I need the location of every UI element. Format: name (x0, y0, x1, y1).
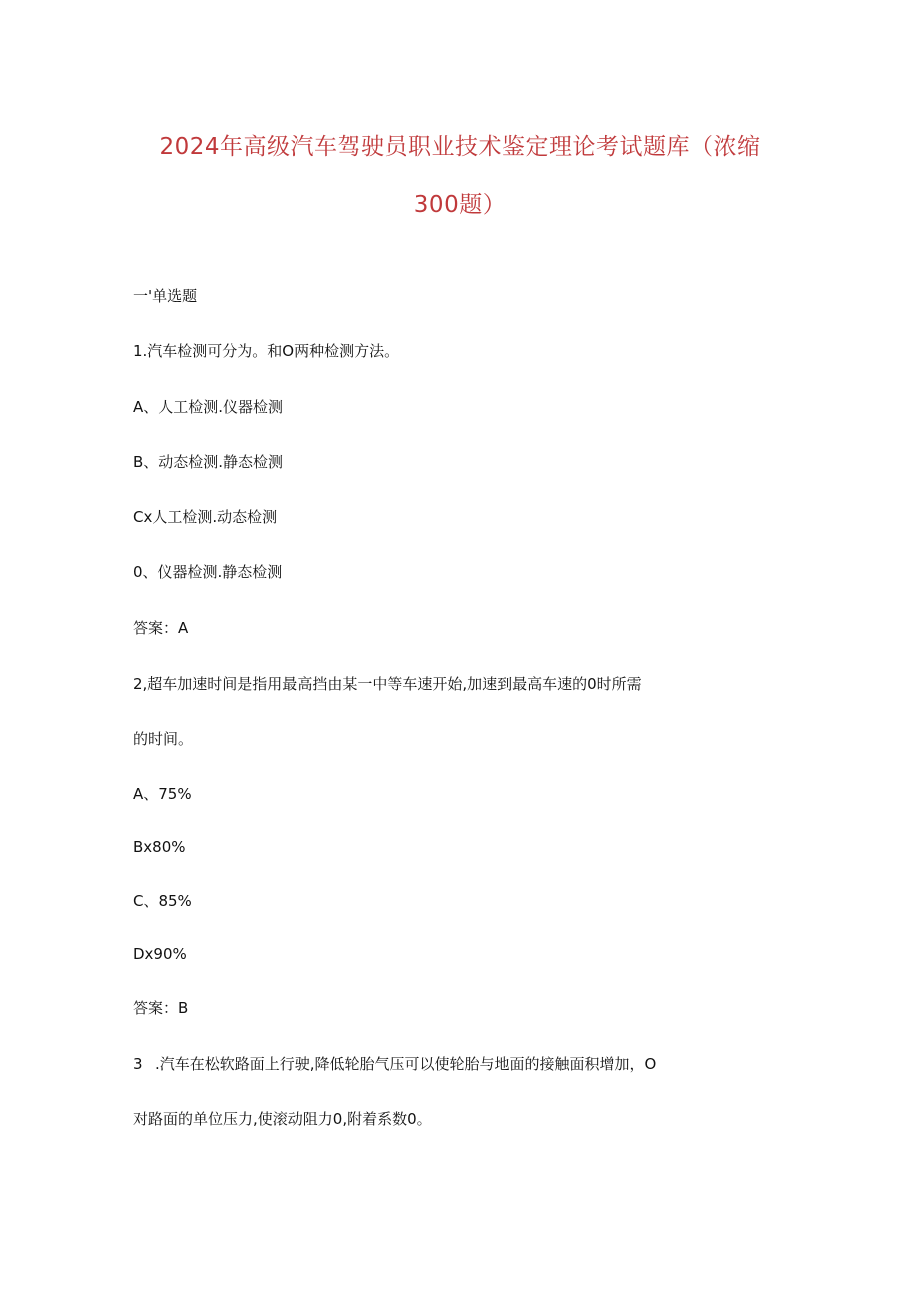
question-3-stem-line-2: 对路面的单位压力,使滚动阻力0,附着系数0。 (133, 1110, 432, 1128)
document-title-line-1: 2024年高级汽车驾驶员职业技术鉴定理论考试题库（浓缩 (159, 134, 761, 160)
question-2-option-a: A、75% (133, 785, 192, 803)
question-1-option-c: Cx人工检测.动态检测 (133, 508, 278, 526)
document-title-line-2: 300题） (413, 192, 507, 218)
question-3-stem-line-1 (133, 1054, 656, 1074)
question-2-option-b: Bx80% (133, 838, 186, 856)
question-2-option-c: C、85% (133, 892, 192, 910)
question-2-stem-line-1: 2,超车加速时间是指用最高挡由某一中等车速开始,加速到最高车速的0时所需 (133, 675, 642, 693)
question-1-answer: 答案：A (133, 619, 189, 637)
question-2-option-d: Dx90% (133, 945, 187, 963)
section-heading: 一'单选题 (133, 287, 198, 305)
question-2-answer: 答案：B (133, 999, 189, 1017)
question-1-option-a: A、人工检测.仪器检测 (133, 398, 284, 416)
question-3-stem-text: .汽车在松软路面上行驶,降低轮胎气压可以使轮胎与地面的接触面积增加，O (155, 1055, 657, 1073)
question-3-number: 3 (133, 1055, 143, 1073)
question-1-option-b: B、动态检测.静态检测 (133, 453, 284, 471)
question-1-option-d: 0、仪器检测.静态检测 (133, 563, 283, 581)
question-2-stem-line-2: 的时间。 (133, 730, 194, 748)
question-1-stem: 1.汽车检测可分为。和O两种检测方法。 (133, 342, 400, 360)
